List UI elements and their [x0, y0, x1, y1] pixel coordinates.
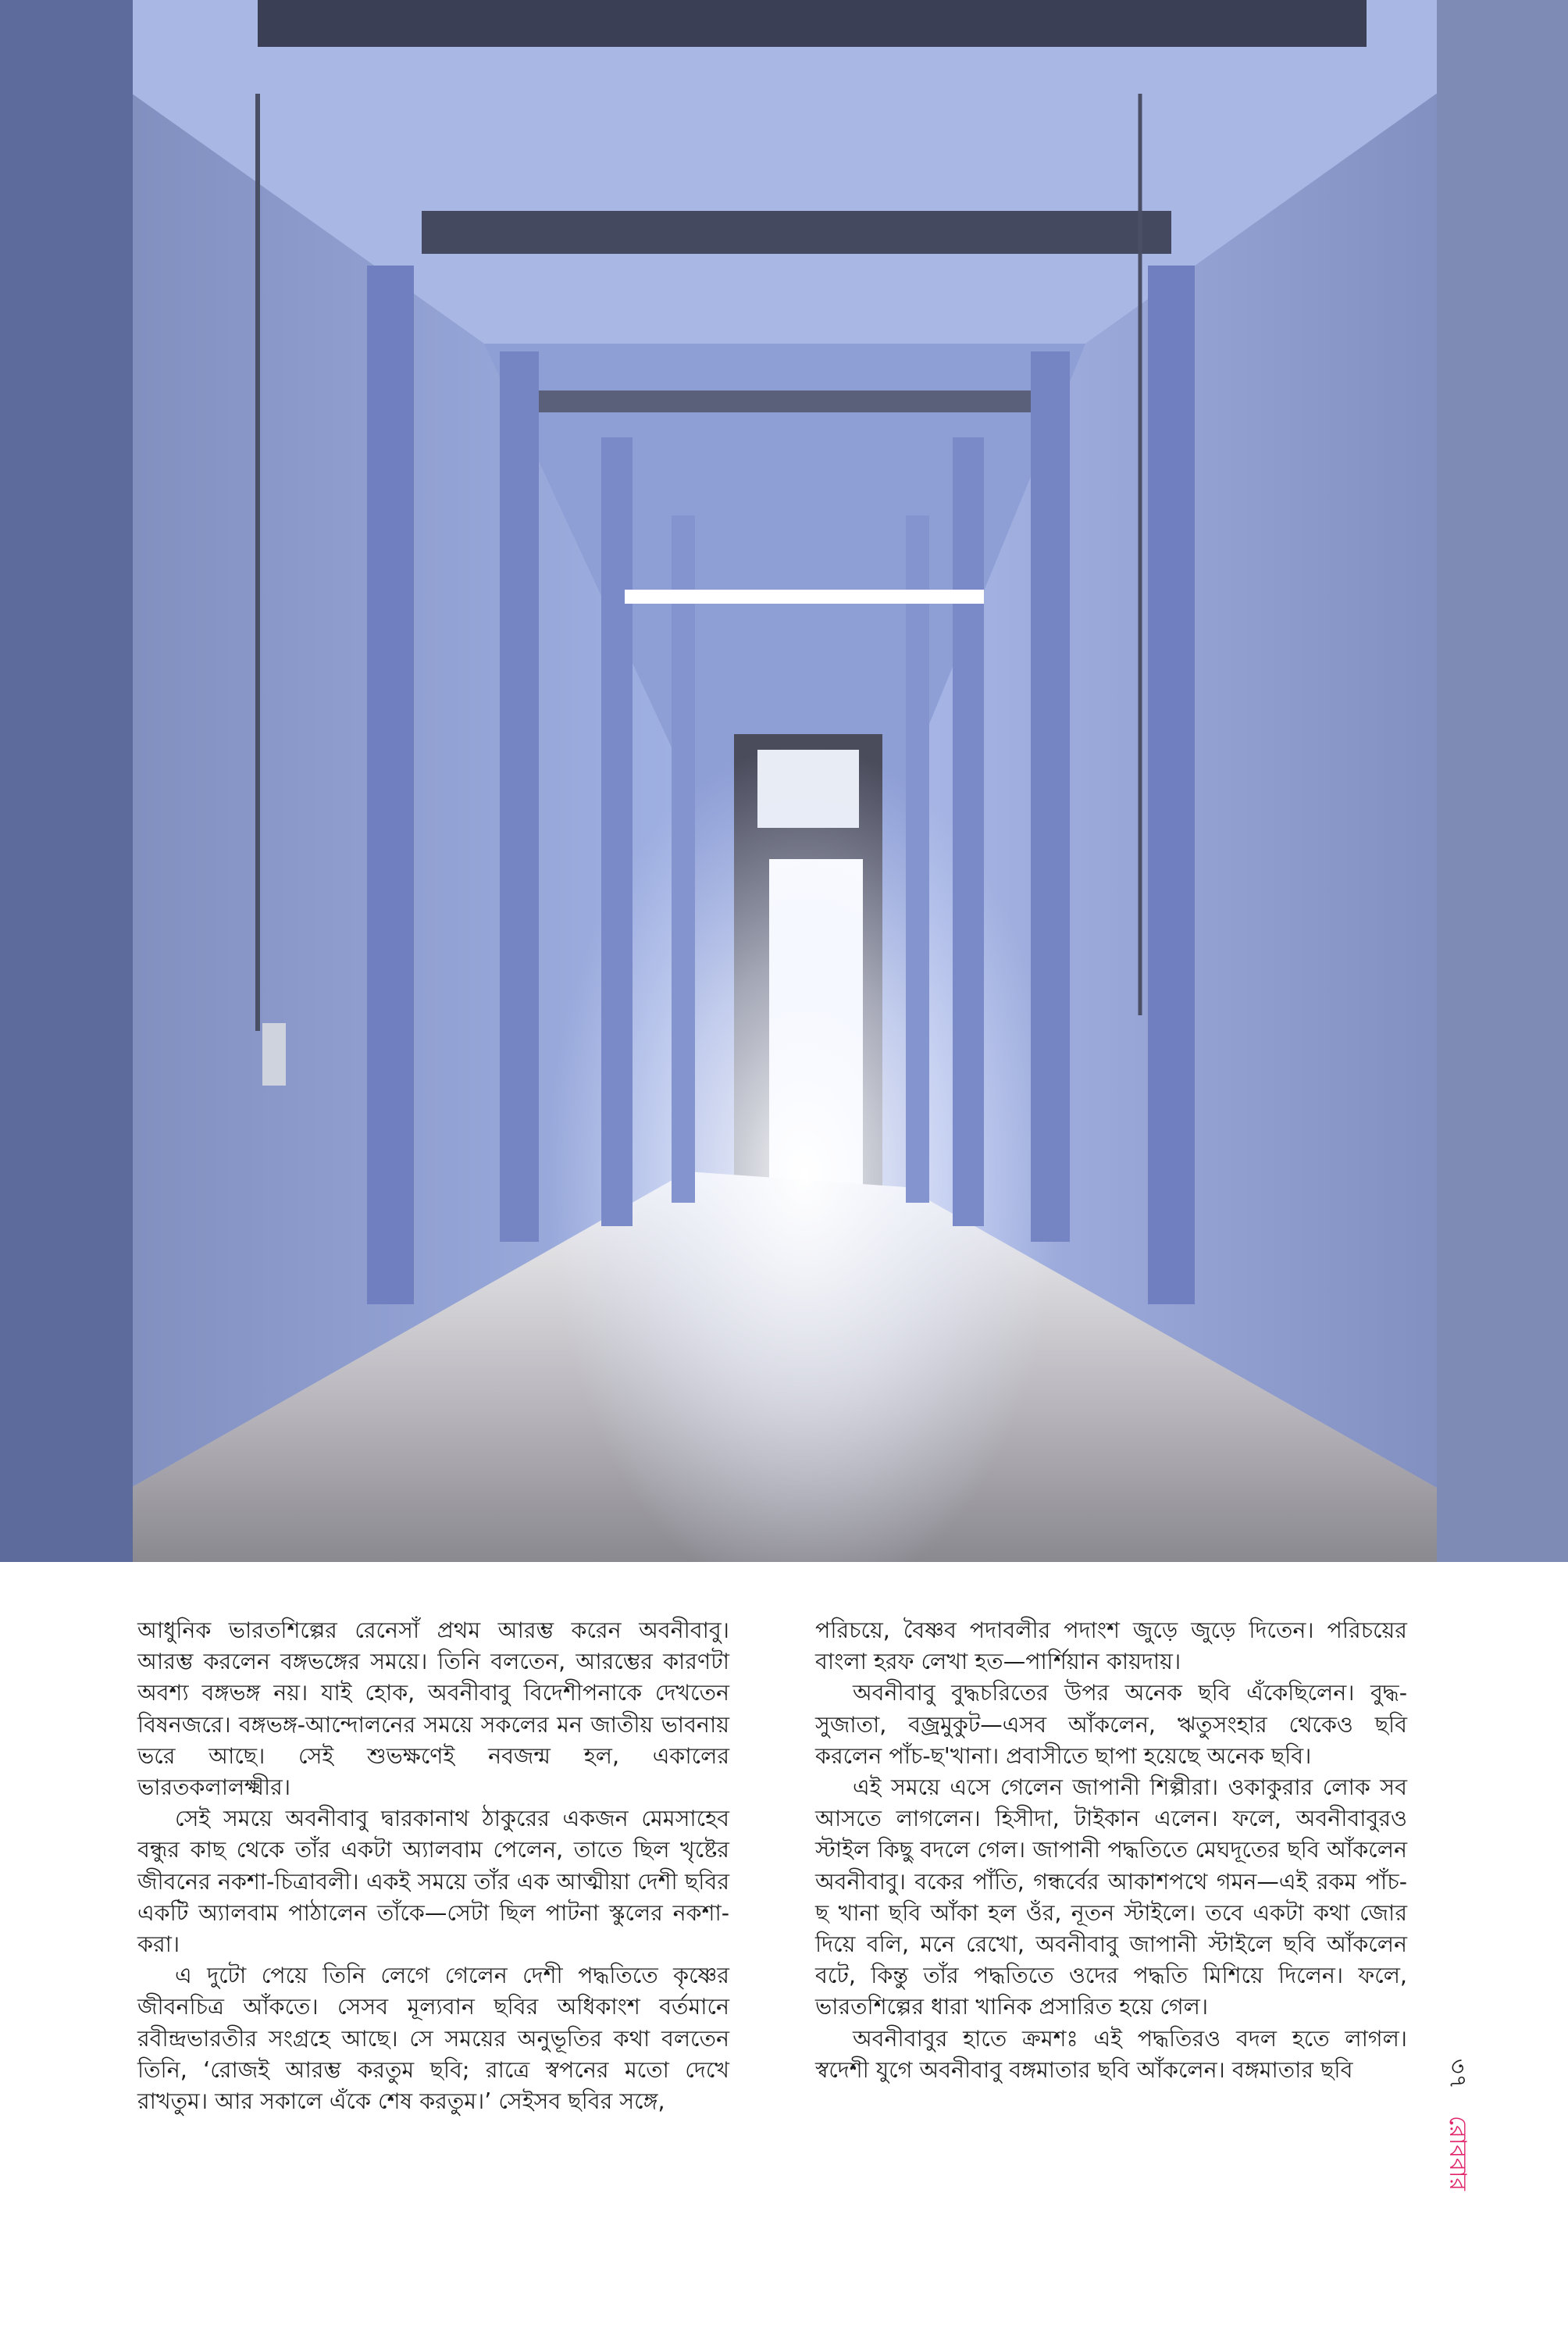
- paragraph: অবনীবাবুর হাতে ক্রমশঃ এই পদ্ধতিরও বদল হতে লাগল। স্বদেশী যুগে অবনীবাবু বঙ্গমাতার ছবি আঁকলেন। বঙ্গমাতার ছবি: [815, 2025, 1407, 2083]
- paragraph: এই সময়ে এসে গেলেন জাপানী শিল্পীরা। ওকাকুরার লোক সব আসতে লাগলেন। হিসীদা, টাইকান এলেন। ফলে, অবনীবাবুরও স্টাইল কিছু বদলে গেল। জাপানী পদ্ধতিতে মেঘদূতের ছবি আঁকলেন অবনীবাবু। বকের পাঁতি, গন্ধর্বের আকাশপথে গমন—এই রকম পাঁচ-ছ খানা ছবি আঁকা হল ওঁর, নূতন স্টাইলে। তবে একটা কথা জোর দিয়ে বলি, মনে রেখো, অবনীবাবু জাপানী স্টাইলে ছবি আঁকলেন বটে, কিন্তু তাঁর পদ্ধতিতে ওদের পদ্ধতি মিশিয়ে দিলেন। ফলে, ভারতশিল্পের ধারা খানিক প্রসারিত হয়ে গেল।: [815, 1774, 1407, 2020]
- paragraph: পরিচয়ে, বৈষ্ণব পদাবলীর পদাংশ জুড়ে জুড়ে দিতেন। পরিচয়ের বাংলা হরফ লেখা হত—পার্শিয়ান কায়দায়।: [815, 1617, 1407, 1675]
- paragraph: অবনীবাবু বুদ্ধচরিতের উপর অনেক ছবি এঁকেছিলেন। বুদ্ধ-সুজাতা, বজ্রমুকুট—এসব আঁকলেন, ঋতুসংহার থেকেও ছবি করলেন পাঁচ-ছ'খানা। প্রবাসীতে ছাপা হয়েছে অনেক ছবি।: [815, 1680, 1407, 1769]
- paragraph: সেই সময়ে অবনীবাবু দ্বারকানাথ ঠাকুরের একজন মেমসাহেব বন্ধুর কাছ থেকে তাঁর একটা অ্যালবাম পেলেন, তাতে ছিল খৃষ্টের জীবনের নকশা-চিত্রাবলী। একই সময়ে তাঁর এক আত্মীয়া দেশী ছবির একটি অ্যালবাম পাঠালেন তাঁকে—সেটা ছিল পাটনা স্কুলের নকশা-করা।: [137, 1806, 729, 1958]
- page-footer-vertical: [1441, 2059, 1473, 2293]
- left-text-column: [137, 1615, 729, 2117]
- paragraph: এ দুটো পেয়ে তিনি লেগে গেলেন দেশী পদ্ধতিতে কৃষ্ণের জীবনচিত্র আঁকতে। সেসব মূল্যবান ছবির অধিকাংশ বর্তমানে রবীন্দ্রভারতীর সংগ্রহে আছে। সে সময়ের অনুভূতির কথা বলতেন তিনি, ‘রোজই আরম্ভ করতুম ছবি; রাত্রে স্বপনের মতো দেখে রাখতুম। আর সকালে এঁকে শেষ করতুম।’ সেইসব ছবির সঙ্গে,: [137, 1963, 729, 2115]
- right-text-column: [815, 1615, 1407, 2086]
- magazine-name: রোববার: [1444, 2116, 1471, 2191]
- paragraph: আধুনিক ভারতশিল্পের রেনেসাঁ প্রথম আরম্ভ করেন অবনীবাবু। আরম্ভ করলেন বঙ্গভঙ্গের সময়ে। তিনি বলতেন, আরম্ভের কারণটা অবশ্য বঙ্গভঙ্গ নয়। যাই হোক, অবনীবাবু বিদেশীপনাকে দেখতেন বিষনজরে। বঙ্গভঙ্গ-আন্দোলনের সময়ে সকলের মন জাতীয় ভাবনায় ভরে আছে। সেই শুভক্ষণেই নবজন্ম হল, একালের ভারতকলালক্ষ্মীর।: [137, 1617, 729, 1801]
- page-number: ৩৭: [1444, 2059, 1471, 2090]
